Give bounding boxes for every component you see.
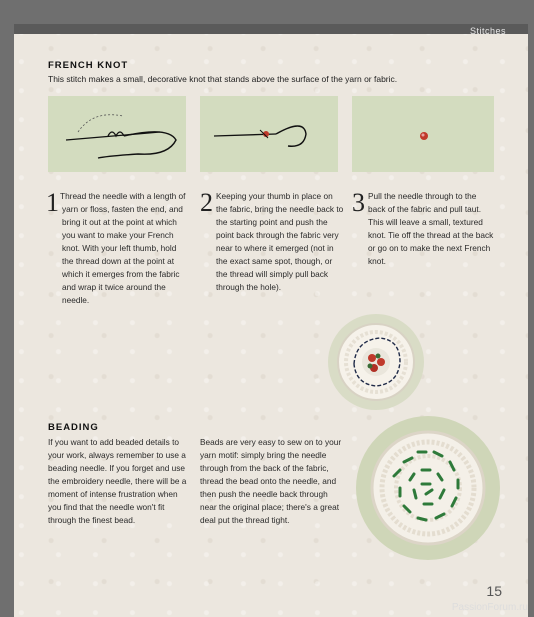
needle-wrap-icon [48, 96, 186, 172]
beading-title: BEADING [48, 422, 99, 433]
step2-number: 2 [200, 188, 213, 217]
step1-number: 1 [46, 188, 59, 217]
step3-number: 3 [352, 188, 365, 217]
header-band [14, 24, 528, 34]
step3-illustration [352, 96, 494, 172]
french-knot-title: FRENCH KNOT [48, 60, 129, 71]
step1-text: Thread the needle with a length of yarn or floss, fasten the end, and bring it out at the point at which you want to make your French knot. With your left thumb, hold the thread down at the point at which it emerges from the fabric and wrap it twice around the needle. [60, 191, 186, 305]
french-knot-intro: This stitch makes a small, decorative knot that stands above the surface of the yarn or fabric. [48, 74, 398, 84]
beading-text-col2: Beads are very easy to sew on to your yarn motif: simply bring the needle through from the back of the fabric, thread the bead onto the needle, and then push the needle back through near the original place; there's a great deal put the thread tight. [200, 437, 342, 525]
french-knot-motif-image [326, 312, 426, 412]
needle-push-icon [200, 96, 338, 172]
section-label: Stitches [469, 26, 506, 36]
page-number: 15 [486, 583, 502, 599]
page [14, 24, 528, 617]
watermark: PassionForum.ru [451, 602, 528, 613]
step2-illustration [200, 96, 338, 172]
beading-text-col1: If you want to add beaded details to your work, always remember to use a beading needle. If you forget and use the embroidery needle, there will be a moment of intense frustration when you find that the needle won't fit through the finest bead. [48, 437, 187, 525]
step3-text: Pull the needle through to the back of the fabric and pull taut. This will leave a small, textured knot. Tie off the thread at the back or go on to make the next French knot. [368, 191, 494, 266]
step1-illustration [48, 96, 186, 172]
step2-text: Keeping your thumb in place on the fabric, bring the needle back to the starting point and push the point back through the fabric very near to where it emerged (not in the exact same spot, though, or the thread will simply pull back through the hole). [216, 191, 344, 292]
finished-knot-icon [352, 96, 494, 172]
beaded-motif-image [354, 414, 502, 562]
